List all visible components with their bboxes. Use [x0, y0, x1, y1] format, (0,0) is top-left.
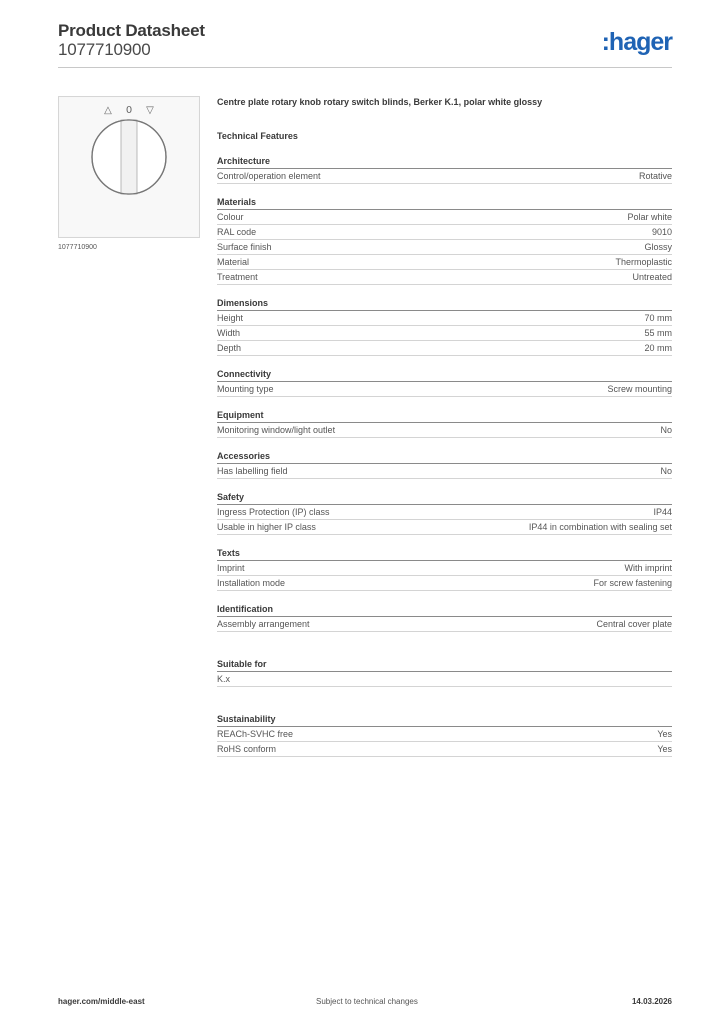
- spec-label: K.x: [217, 674, 231, 684]
- section-title: Suitable for: [217, 657, 672, 672]
- footer-website: hager.com/middle-east: [58, 997, 145, 1006]
- section-title: Sustainability: [217, 712, 672, 727]
- mark-zero: 0: [125, 105, 133, 116]
- spec-value: Rotative: [638, 171, 672, 181]
- spec-row: [217, 617, 672, 632]
- spec-label: RoHS conform: [217, 744, 277, 754]
- header-divider: [58, 67, 672, 68]
- spec-row: [217, 382, 672, 397]
- mark-down: ▽: [146, 105, 154, 116]
- spec-label: REACh-SVHC free: [217, 729, 294, 739]
- spec-row: [217, 341, 672, 356]
- spec-row: [217, 225, 672, 240]
- spec-label: Depth: [217, 343, 242, 353]
- section-materials: [217, 195, 672, 285]
- product-description: Centre plate rotary knob rotary switch blinds, Berker K.1, polar white glossy: [217, 97, 543, 107]
- spec-label: Monitoring window/light outlet: [217, 425, 336, 435]
- spec-value: IP44: [653, 507, 672, 517]
- image-caption: 1077710900: [58, 244, 97, 251]
- page-footer: [58, 997, 672, 1009]
- rotary-knob-illustration: [59, 97, 199, 237]
- section-title: Dimensions: [217, 296, 672, 311]
- section-sustainability: [217, 712, 672, 757]
- spec-value: Yes: [657, 744, 672, 754]
- spec-value: Yes: [657, 729, 672, 739]
- spec-row: [217, 210, 672, 225]
- spec-row: [217, 270, 672, 285]
- section-title: Connectivity: [217, 367, 672, 382]
- section-title: Equipment: [217, 408, 672, 423]
- spec-label: Control/operation element: [217, 171, 321, 181]
- footer-date: 14.03.2026: [631, 997, 672, 1006]
- spec-row: [217, 520, 672, 535]
- spec-value: 20 mm: [644, 343, 672, 353]
- spec-value: Polar white: [627, 212, 672, 222]
- product-code: 1077710900: [58, 40, 151, 59]
- spec-row: [217, 240, 672, 255]
- section-connectivity: [217, 367, 672, 397]
- spec-label: Surface finish: [217, 242, 272, 252]
- spec-value: Screw mounting: [607, 384, 672, 394]
- spec-row: [217, 561, 672, 576]
- section-dimensions: [217, 296, 672, 356]
- spec-value: No: [660, 425, 672, 435]
- technical-features-title: Technical Features: [217, 131, 298, 141]
- spec-value: For screw fastening: [593, 578, 672, 588]
- spec-label: Colour: [217, 212, 244, 222]
- section-title: Materials: [217, 195, 672, 210]
- spec-label: Height: [217, 313, 244, 323]
- spec-value: 55 mm: [644, 328, 672, 338]
- spec-value: Untreated: [632, 272, 672, 282]
- spec-row: [217, 326, 672, 341]
- spec-label: Has labelling field: [217, 466, 288, 476]
- spec-value: Glossy: [644, 242, 672, 252]
- section-title: Identification: [217, 602, 672, 617]
- spec-row: [217, 742, 672, 757]
- product-image: [58, 96, 200, 238]
- section-title: Architecture: [217, 154, 672, 169]
- datasheet-content: [217, 95, 672, 757]
- spec-label: Assembly arrangement: [217, 619, 310, 629]
- section-texts: [217, 546, 672, 591]
- spec-row: [217, 505, 672, 520]
- section-safety: [217, 490, 672, 535]
- spec-value: No: [660, 466, 672, 476]
- spec-label: Usable in higher IP class: [217, 522, 316, 532]
- section-title: Safety: [217, 490, 672, 505]
- spec-value: With imprint: [624, 563, 672, 573]
- spec-value: 9010: [651, 227, 672, 237]
- spec-label: Width: [217, 328, 241, 338]
- spec-label: Imprint: [217, 563, 245, 573]
- spec-value: Central cover plate: [596, 619, 672, 629]
- page-title: Product Datasheet: [58, 21, 205, 40]
- spec-value: IP44 in combination with sealing set: [528, 522, 672, 532]
- section-title: Accessories: [217, 449, 672, 464]
- spec-value: Thermoplastic: [615, 257, 672, 267]
- section-suitable-for: [217, 657, 672, 687]
- spec-label: Mounting type: [217, 384, 274, 394]
- spec-label: Ingress Protection (IP) class: [217, 507, 330, 517]
- spec-row: [217, 576, 672, 591]
- spec-row: [217, 464, 672, 479]
- spec-label: Material: [217, 257, 250, 267]
- section-identification: [217, 602, 672, 632]
- spec-row: [217, 672, 672, 687]
- spec-label: Installation mode: [217, 578, 286, 588]
- spec-row: [217, 169, 672, 184]
- section-accessories: [217, 449, 672, 479]
- hager-logo: :hager: [601, 28, 672, 56]
- section-architecture: [217, 154, 672, 184]
- spec-label: Treatment: [217, 272, 258, 282]
- section-title: Texts: [217, 546, 672, 561]
- spec-row: [217, 311, 672, 326]
- spec-row: [217, 727, 672, 742]
- spec-value: 70 mm: [644, 313, 672, 323]
- spec-label: RAL code: [217, 227, 257, 237]
- mark-up: △: [104, 105, 112, 116]
- spec-row: [217, 255, 672, 270]
- footer-note: Subject to technical changes: [316, 997, 418, 1006]
- section-equipment: [217, 408, 672, 438]
- spec-row: [217, 423, 672, 438]
